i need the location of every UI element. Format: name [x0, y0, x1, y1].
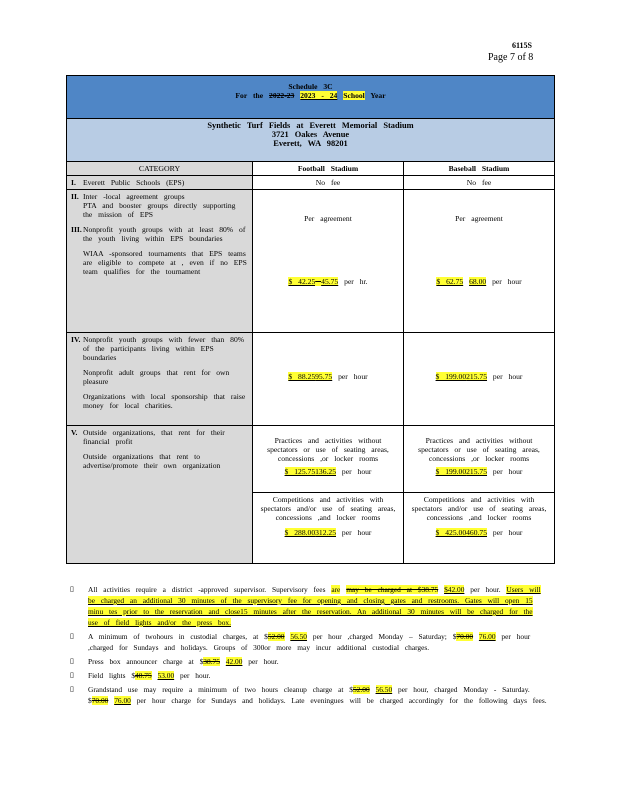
football-rate-iii: $ 42.25 45.75 per hr.: [288, 277, 368, 286]
football-fee-i: No fee: [253, 176, 404, 190]
school-year-line: For the 2022-23 2023 - 24 School Year: [235, 91, 386, 100]
venue-name: Synthetic Turf Fields at Everett Memorial Stadium: [207, 121, 414, 130]
page-number: Page 7 of 8: [488, 52, 534, 63]
note-field-lights: ▯ Field lights $48.75 53.00 per hour.: [70, 671, 211, 680]
category-header: CATEGORY: [67, 162, 253, 176]
bullet-icon: ▯: [70, 671, 74, 679]
note-press-box: ▯ Press box announcer charge at $38.75 42.00 per hour.: [70, 657, 279, 666]
bullet-icon: ▯: [70, 585, 74, 593]
football-fee-iv: $ 88.2595.75 per hour: [253, 333, 404, 426]
category-iii: III. Nonprofit youth groups with at least 80% of the youth living within EPS boundaries: [71, 225, 246, 243]
venue-address: 3721 Oakes Avenue: [271, 130, 350, 139]
bullet-icon: ▯: [70, 685, 74, 693]
baseball-header: Baseball Stadium: [404, 162, 555, 176]
football-fee-ii-iii: [253, 190, 404, 333]
category-ii: II. Inter -local agreement groups PTA and booster groups directly supporting the mission of EPS: [71, 192, 236, 219]
bullet-icon: ▯: [70, 657, 74, 665]
football-per-agreement: Per agreement: [304, 214, 352, 223]
bullet-icon: ▯: [70, 632, 74, 640]
note-custodial: ▯ A minimum of twohours in custodial charges, at $52.00 56.50 per hour ,charged Monday – Saturday; $70.00 76.00 per hour ,charged for Sundays and holidays. Groups of 300or more may incur additional custodial charges.: [70, 632, 531, 652]
football-practice-fee: Practices and activities without spectators or use of seating areas, concessions ,or locker rooms $ 125.75136.25 per hour: [253, 426, 404, 493]
baseball-competition-fee: Competitions and activities with spectators and/or use of seating areas, concessions ,and locker rooms $ 425.00460.75 per hour: [404, 493, 555, 564]
football-competition-fee: Competitions and activities with spectators and/or use of seating areas, concessions ,and locker rooms $ 288.00312.25 per hour: [253, 493, 404, 564]
schedule-title: Schedule 3C: [288, 82, 333, 91]
baseball-fee-i: No fee: [404, 176, 555, 190]
baseball-practice-fee: Practices and activities without spectators or use of seating areas, concessions ,or locker rooms $ 199.00215.75 per hour: [404, 426, 555, 493]
category-v: V. Outside organizations, that rent for their financial profit Outside organizations that rent to advertise/promote their own organization: [67, 426, 253, 564]
baseball-rate-iii: $ 62.75 68.00 per hour: [436, 277, 522, 286]
baseball-fee-iv: $ 199.00215.75 per hour: [404, 333, 555, 426]
schedule-title-cell: [67, 76, 555, 119]
baseball-fee-ii-iii: [404, 190, 555, 333]
category-iii-wiaa: WIAA -sponsored tournaments that EPS teams are eligible to compete at , even if no EPS team qualifies for the tournament: [83, 249, 247, 276]
policy-number: 6115S: [512, 41, 533, 50]
venue-city: Everett, WA 98201: [273, 139, 348, 148]
notes-list: [70, 584, 548, 709]
venue-cell: [67, 119, 555, 162]
note-grandstand: ▯ Grandstand use may require a minimum of two hours cleanup charge at $52.00 56.50 per hour, charged Monday - Saturday. $70.00 76.00 per hour charge for Sundays and holidays. Late eveningues will be charged accordingly for the following days fees.: [70, 685, 547, 705]
category-iv: IV. Nonprofit youth groups with fewer than 80% of the participants living within EPS boundaries Nonprofit adult groups that rent for own pleasure Organizations with local sponsorship that raise money for local charities.: [67, 333, 253, 426]
category-ii-iii: [67, 190, 253, 333]
note-supervision: ▯ All activities require a district -approved supervisor. Supervisory fees are may be charged at $38.75 $42.00 per hour. Users will be charged an additional 30 minutes of the supervisory fee for opening and closing gates and restrooms. Gates will open 15 minu tes prior to the reservation and close15 minutes after the reservation. An additional 30 minutes will be charged for the use of field lights and/or the press box.: [70, 585, 541, 627]
football-header: Football Stadium: [253, 162, 404, 176]
fee-schedule-table: [66, 75, 555, 564]
baseball-per-agreement: Per agreement: [455, 214, 503, 223]
category-i: I. Everett Public Schools (EPS): [67, 176, 253, 190]
